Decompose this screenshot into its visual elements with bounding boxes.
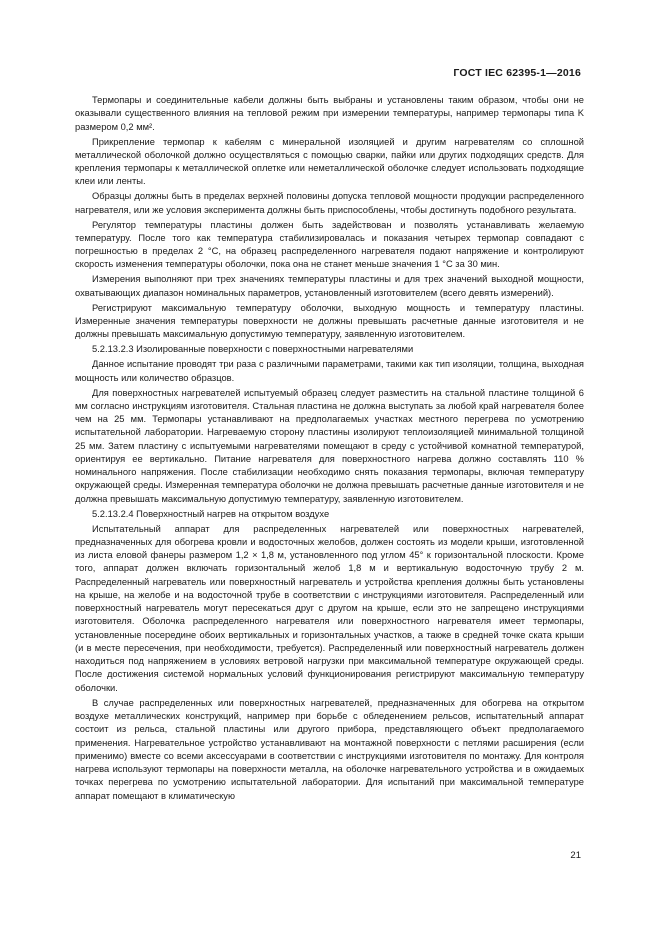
- section-heading: 5.2.13.2.4 Поверхностный нагрев на открытом воздухе: [92, 508, 330, 519]
- document-body: [75, 94, 584, 805]
- section-heading: 5.2.13.2.3 Изолированные поверхности с поверхностными нагревателями: [92, 344, 414, 355]
- paragraph: Данное испытание проводят три раза с различными параметрами, такими как тип изоляции, толщина, выходная мощность или количество образцов.: [75, 359, 584, 383]
- paragraph: Испытательный аппарат для распределенных нагревателей или поверхностных нагревателей, предназначенных для обогрева кровли и водосточных желобов, должен состоять из модели крыши, изготовленной из листа еловой фанеры размером 1,2 × 1,8 м, установленного под углом 45° к горизонтальной плоскости. Кроме того, аппарат должен включать горизонтальный желоб 1,8 м и вертикальную водосточную трубу 2 м. Распределенный нагреватель или поверхностный нагреватель и устройства крепления должны быть установлены на крыше, на желобе и на водосточной трубе в соответствии с инструкциями изготовителя. Распределенный или поверхностный нагреватель могут пересекаться друг с другом на крыше, если это не запрещено инструкциями изготовителя. Оболочка распределенного нагревателя или поверхностного нагревателя имеет термопары, установленные посередине обоих вертикальных и горизонтальных участков, а также в средней точке ската крыши (и в месте пересечения, при необходимости, требуется). Распределенный или поверхностный нагреватель должен находиться под напряжением в условиях ветровой нагрузки при максимальной температуре окружающей среды. После достижения системой нормальных условий функционирования регистрируют максимальную температуру оболочки.: [75, 523, 584, 693]
- page-number: 21: [570, 850, 581, 861]
- paragraph: Измерения выполняют при трех значениях температуры пластины и для трех значений выходной мощности, охватывающих диапазон номинальных параметров, установленный изготовителем (всего девять измерений).: [75, 274, 584, 298]
- paragraph: Регулятор температуры пластины должен быть задействован и позволять устанавливать желаемую температуру. После того как температура стабилизировалась и показания четырех термопар совпадают с погрешностью в пределах 2 °С, на образец распределенного нагревателя подают напряжение и контролируют скорость изменения температуры оболочки, пока она не станет меньше значения 1 °С за 30 мин.: [75, 219, 584, 270]
- paragraph: Прикрепление термопар к кабелям с минеральной изоляцией и другим нагревателям со сплошной металлической оболочкой должно осуществляться с помощью сварки, пайки или других подходящих средств. Для крепления термопары к металлической оплетке или неметаллической оболочке следует использовать подходящие клеи или ленты.: [75, 136, 584, 187]
- paragraph: В случае распределенных или поверхностных нагревателей, предназначенных для обогрева на открытом воздухе металлических конструкций, например при борьбе с обледенением рельсов, испытательный аппарат состоит из рельса, стальной пластины или другого прибора, представляющего объект предполагаемого применения. Нагревательное устройство устанавливают на монтажной поверхности с петлями расширения (если применимо) вместе со всеми аксессуарами в соответствии с инструкциями изготовителя по монтажу. Для контроля нагрева используют термопары на поверхности металла, на оболочке нагревательного устройства и в ожидаемых точках перегрева по усмотрению испытательной лаборатории. Для испытаний при максимальной температуре аппарат помещают в климатическую: [75, 697, 584, 801]
- paragraph: Регистрируют максимальную температуру оболочки, выходную мощность и температуру пластины. Измеренные значения температуры поверхности не должны превышать расчетные данные изготовителя и не должны превышать максимальную допустимую температуру, заявленную изготовителем.: [75, 302, 584, 340]
- paragraph: Образцы должны быть в пределах верхней половины допуска тепловой мощности продукции распределенного нагревателя, или же условия эксперимента должны быть приспособлены, чтобы достигнуть подобного результата.: [75, 191, 584, 215]
- standard-header: ГОСТ IEC 62395-1—2016: [453, 67, 581, 79]
- paragraph: Термопары и соединительные кабели должны быть выбраны и установлены таким образом, чтобы они не оказывали существенного влияния на тепловой режим при измерении температуры, например термопары типа K размером 0,2 мм².: [75, 95, 584, 132]
- paragraph: Для поверхностных нагревателей испытуемый образец следует разместить на стальной пластине толщиной 6 мм согласно инструкциям изготовителя. Стальная пластина не должна выступать за любой край нагревателя более чем на 25 мм. Термопары устанавливают на предполагаемых участках местного перегрева по усмотрению испытательной лаборатории. Нагреваемую сторону пластины изолируют теплоизоляцией минимальной толщиной 25 мм. Затем пластину с испытуемыми нагревателями помещают в среду с устойчивой комнатной температурой, ориентируя ее вертикально. Питание нагревателя для поверхностного нагрева должно составлять 110 % номинального напряжения. После стабилизации необходимо снять показания термопары, включая температуру окружающей среды. Измеренная температура оболочки не должна превышать расчетные данные изготовителя и не должна превышать максимальную допустимую температуру, заявленную изготовителем.: [75, 387, 584, 504]
